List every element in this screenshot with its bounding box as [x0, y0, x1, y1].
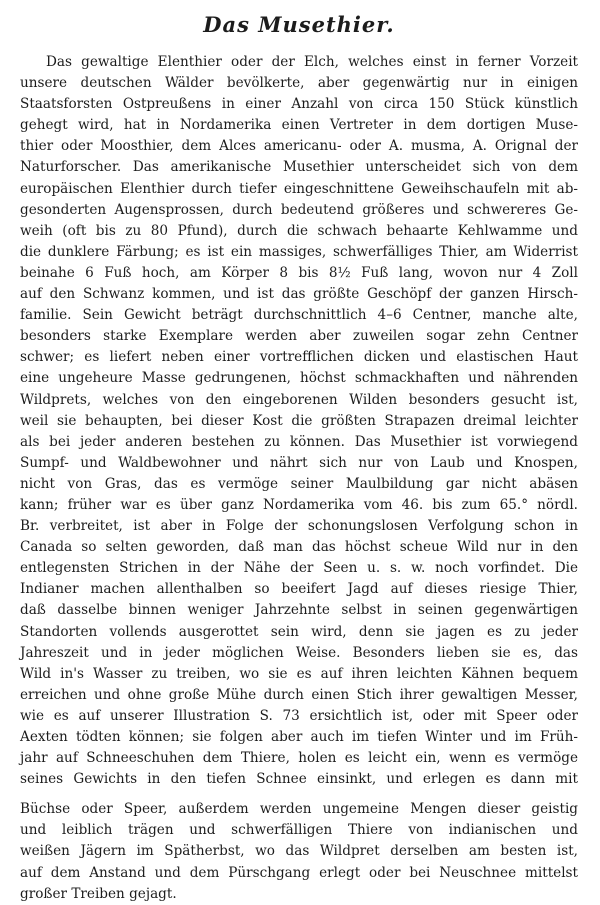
- text-line: auf dem Anstand und dem Pürschgang erlegt oder bei Neuschnee mittelst: [20, 864, 578, 881]
- text-line: besonders starke Exemplare werden aber zuweilen sogar zehn Centner: [20, 328, 578, 345]
- text-line: gesonderten Augensprossen, durch bedeutend größeres und schwereres Ge-: [20, 201, 578, 218]
- text-line: familie. Sein Gewicht beträgt durchschnittlich 4–6 Centner, manche alte,: [20, 307, 578, 324]
- text-line: Das gewaltige Elenthier oder der Elch, welches einst in ferner Vorzeit: [46, 54, 578, 70]
- text-line: weil sie behaupten, bei dieser Kost die größten Strapazen dreimal leichter: [20, 412, 578, 429]
- text-line: seines Gewichts in den tiefen Schnee einsinkt, und erlegen es dann mit: [20, 771, 578, 788]
- text-line: Indianer machen allenthalben so beeifert Jagd auf dieses riesige Thier,: [20, 581, 578, 598]
- page-title: Das Musethier.: [203, 12, 395, 37]
- text-line: entlegensten Strichen in der Nähe der Seen u. s. w. noch vorfindet. Die: [20, 560, 578, 577]
- text-line: Canada so selten geworden, daß man das höchst scheue Wild nur in den: [20, 539, 578, 556]
- text-line: Staatsforsten Ostpreußens in einer Anzahl von circa 150 Stück künstlich: [20, 96, 578, 113]
- text-line: daß dasselbe binnen weniger Jahrzehnte selbst in seinen gegenwärtigen: [20, 602, 578, 619]
- text-line: auf den Schwanz kommen, und ist das größte Geschöpf der ganzen Hirsch-: [20, 286, 578, 303]
- text-line: eine ungeheure Masse gedrungenen, höchst schmackhaften und nährenden: [20, 370, 578, 387]
- text-line: und leiblich trägen und schwerfälligen Thiere von indianischen und: [20, 822, 578, 839]
- text-line: wie es auf unserer Illustration S. 73 ersichtlich ist, oder mit Speer oder: [20, 707, 578, 724]
- text-line: großer Treiben gejagt.: [20, 885, 177, 902]
- text-line: beinahe 6 Fuß hoch, am Körper 8 bis 8½ Fuß lang, wovon nur 4 Zoll: [20, 264, 578, 281]
- text-line: Wild in's Wasser zu treiben, wo sie es auf ihren leichten Kähnen bequem: [20, 665, 578, 682]
- text-line: gehegt wird, hat in Nordamerika einen Vertreter in dem dortigen Muse-: [20, 117, 578, 134]
- text-line: weih (oft bis zu 80 Pfund), durch die schwach behaarte Kehlwamme und: [20, 222, 578, 239]
- text-line: erreichen und ohne große Mühe durch einen Stich ihrer gewaltigen Messer,: [20, 686, 578, 703]
- text-line: Aexten tödten können; sie folgen aber auch im tiefen Winter und im Früh-: [20, 729, 578, 745]
- text-line: die dunklere Färbung; es ist ein massiges, schwerfälliges Thier, am Widerrist: [20, 243, 578, 260]
- text-line: nicht von Gras, das es vermöge seiner Maulbildung gar nicht abäsen: [20, 475, 578, 492]
- text-line: Br. verbreitet, ist aber in Folge der schonungslosen Verfolgung schon in: [20, 518, 578, 535]
- body-text: [20, 52, 578, 905]
- text-line: thier oder Moosthier, dem Alces americanu- oder A. musma, A. Orignal der: [20, 138, 578, 155]
- text-line: Standorten vollends ausgerottet sein wird, denn sie jagen es zu jeder: [20, 623, 578, 640]
- text-line: unsere deutschen Wälder bevölkerte, aber gegenwärtig nur in einigen: [20, 75, 578, 92]
- text-line: weißen Jägern im Spätherbst, wo das Wildpret derselben am besten ist,: [20, 843, 578, 860]
- text-line: kann; früher war es über ganz Nordamerika vom 46. bis zum 65.° nördl.: [20, 496, 578, 513]
- text-line: Sumpf- und Waldbewohner und nährt sich nur von Laub und Knospen,: [20, 454, 578, 471]
- text-line: europäischen Elenthier durch tiefer eingeschnittene Geweihschaufeln mit ab-: [20, 180, 578, 197]
- text-line: Büchse oder Speer, außerdem werden ungemeine Mengen dieser geistig: [20, 801, 578, 818]
- text-line: als bei jeder anderen bestehen zu können. Das Musethier ist vorwiegend: [20, 433, 578, 450]
- text-line: Jahreszeit und in jeder möglichen Weise. Besonders lieben sie es, das: [20, 644, 578, 661]
- text-line: Wildprets, welches von den eingeborenen Wilden besonders gesucht ist,: [20, 391, 578, 408]
- text-line: Naturforscher. Das amerikanische Musethier unterscheidet sich von dem: [20, 159, 578, 176]
- text-line: jahr auf Schneeschuhen dem Thiere, holen es leicht ein, wenn es vermöge: [20, 750, 578, 767]
- text-line: schwer; es liefert neben einer vortrefflichen dicken und elastischen Haut: [20, 349, 578, 366]
